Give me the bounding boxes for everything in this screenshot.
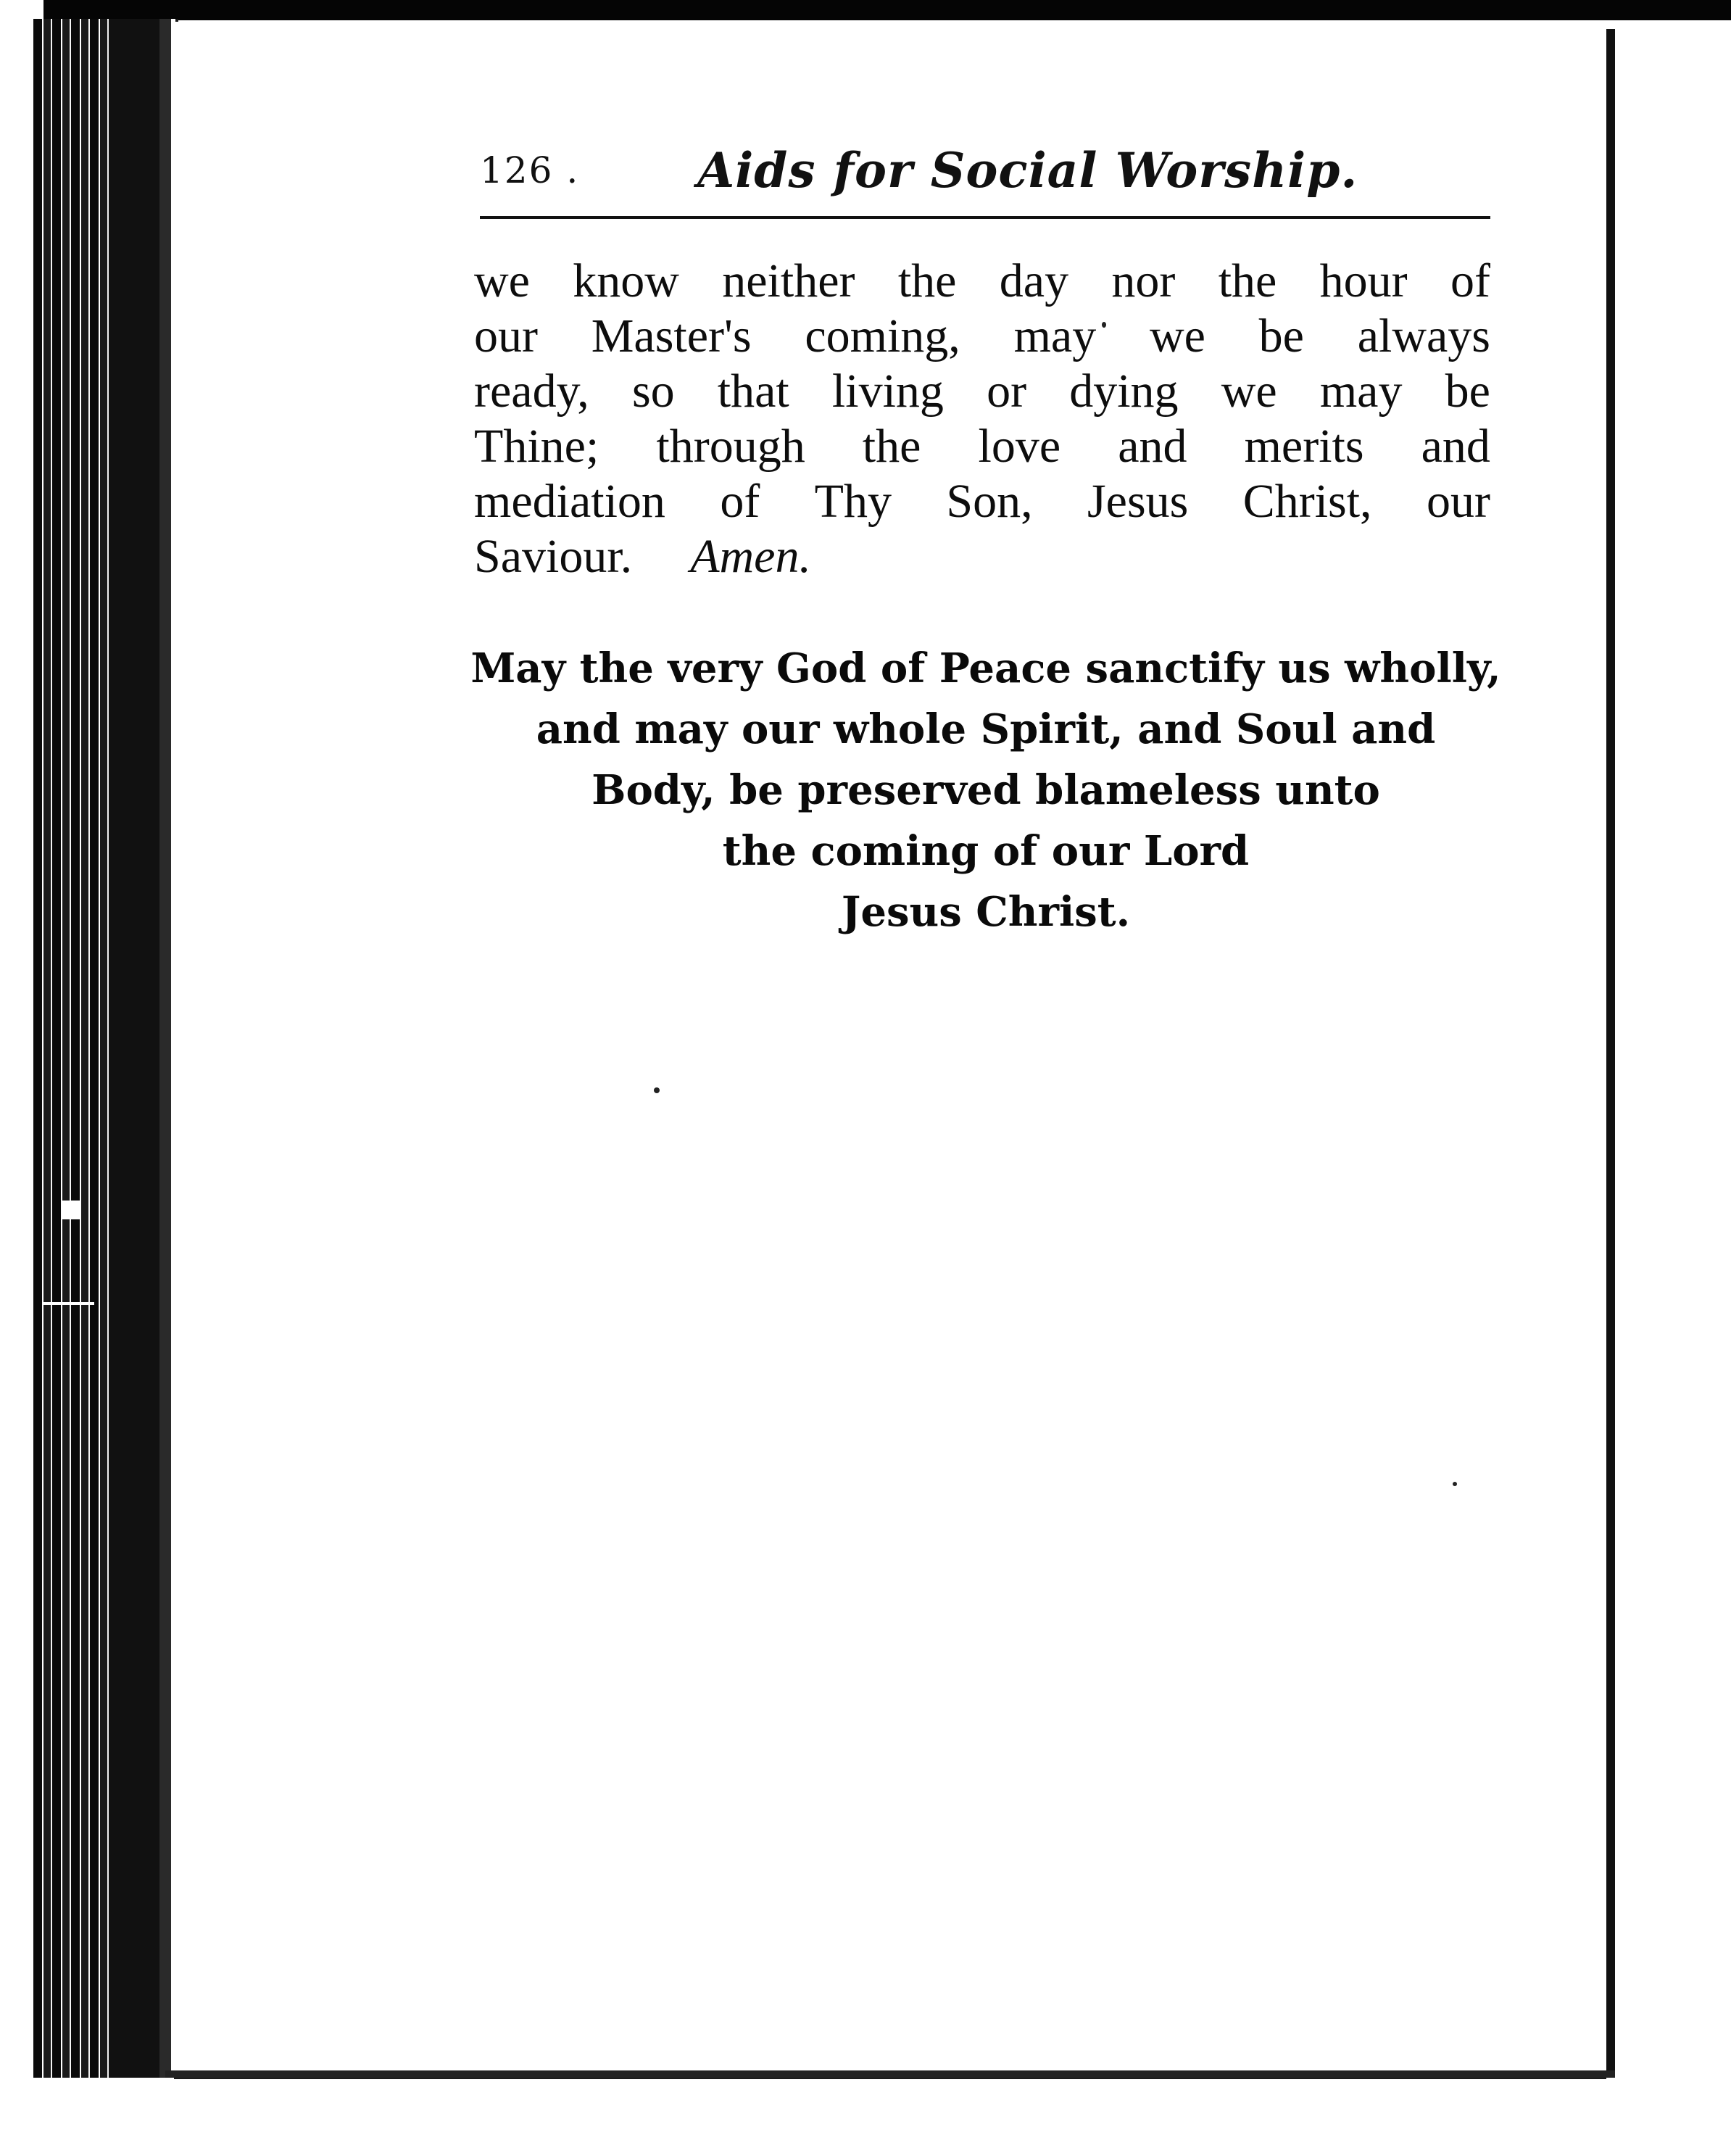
speck	[1102, 322, 1106, 328]
prayer-word: our	[474, 310, 538, 362]
prayer-word: our	[1426, 475, 1490, 528]
prayer-word: of	[720, 475, 760, 528]
prayer-word: hour	[1319, 254, 1408, 307]
prayer-word: nor	[1111, 254, 1176, 307]
prayer-word: that	[717, 365, 789, 418]
prayer-word: living	[831, 365, 944, 418]
edge-notch-mark	[43, 1302, 94, 1305]
prayer-word: Christ,	[1242, 475, 1372, 528]
benediction-line: the coming of our Lord	[722, 827, 1250, 875]
benediction-line: Body, be preserved blameless unto	[591, 766, 1380, 814]
prayer-word: always	[1357, 310, 1490, 362]
benediction-line: Jesus Christ.	[841, 888, 1131, 936]
prayer-word: the	[862, 420, 921, 473]
page-right-edge	[1606, 29, 1615, 2073]
prayer-word: and	[1421, 420, 1490, 473]
prayer-word: may	[1319, 365, 1403, 418]
facing-page-margin	[1615, 20, 1731, 2156]
prayer-word: so	[631, 365, 675, 418]
prayer-word: Thine;	[474, 420, 599, 473]
prayer-word: be	[1258, 310, 1304, 362]
page-bottom-edge	[165, 2070, 1615, 2078]
benediction	[464, 638, 1508, 942]
prayer-word: coming,	[805, 310, 960, 362]
prayer-line	[474, 419, 1490, 474]
page-number: 126 .	[480, 149, 580, 191]
amen-text: Amen.	[690, 530, 811, 583]
prayer-word: the	[1218, 254, 1277, 307]
header-rule	[480, 216, 1490, 219]
prayer-word: know	[573, 254, 679, 307]
prayer-word: through	[656, 420, 805, 473]
edge-tear-mark	[61, 1201, 80, 1219]
prayer-word: we	[1149, 310, 1205, 362]
prayer-word: Jesus	[1087, 475, 1189, 528]
prayer-word: mediation	[474, 475, 665, 528]
prayer-line	[474, 364, 1490, 419]
running-head	[480, 142, 1495, 207]
prayer-word: the	[897, 254, 957, 307]
scan-top-border	[0, 0, 1731, 20]
prayer-word: we	[1221, 365, 1277, 418]
prayer-word: neither	[722, 254, 855, 307]
prayer-line	[474, 474, 1490, 529]
prayer-word: Master's	[591, 310, 752, 362]
prayer-word: dying	[1069, 365, 1179, 418]
prayer-last-word: Saviour.	[474, 530, 633, 583]
prayer-word: ready,	[474, 365, 589, 418]
prayer-word: may	[1013, 310, 1097, 362]
speck	[654, 1087, 660, 1093]
prayer-word: or	[987, 365, 1027, 418]
prayer-word: Son,	[946, 475, 1033, 528]
prayer-word: of	[1450, 254, 1490, 307]
prayer-line	[474, 309, 1490, 364]
speck	[1453, 1482, 1457, 1486]
running-title: Aids for Social Worship.	[697, 142, 1358, 199]
prayer-word: we	[474, 254, 530, 307]
prayer-word: day	[999, 254, 1069, 307]
prayer-word: Thy	[814, 475, 892, 528]
prayer-word: love	[978, 420, 1061, 473]
prayer-paragraph	[474, 254, 1490, 584]
benediction-line: May the very God of Peace sanctify us wholly,	[470, 644, 1501, 692]
prayer-final-line	[474, 529, 1490, 584]
prayer-line	[474, 254, 1490, 309]
prayer-word: merits	[1244, 420, 1364, 473]
prayer-word: and	[1118, 420, 1187, 473]
book-spine-shadow	[109, 19, 175, 2078]
benediction-line: and may our whole Spirit, and Soul and	[536, 705, 1436, 753]
prayer-word: be	[1445, 365, 1490, 418]
